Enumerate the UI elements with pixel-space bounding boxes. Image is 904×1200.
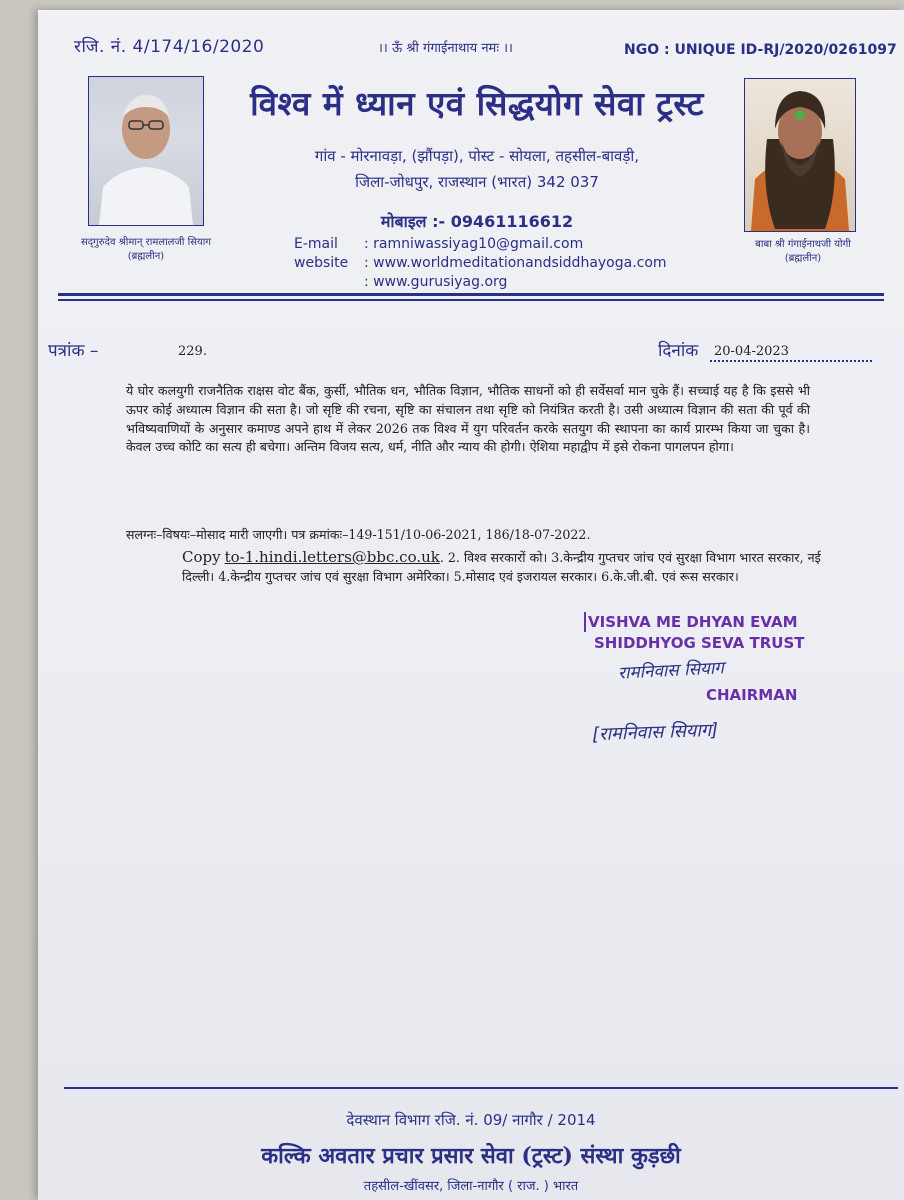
footer-divider (64, 1087, 898, 1089)
left-photo-caption: सद्‌गुरुदेव श्रीमान् रामलालजी सियाग (ब्रह्मलीन) (80, 237, 212, 262)
email-label: E-mail (294, 236, 338, 252)
letter-body (126, 382, 810, 457)
dinank-value: 20-04-2023 (714, 344, 789, 359)
registration-number: रजि. नं. 4/174/16/2020 (74, 37, 265, 57)
right-portrait-photo (744, 78, 856, 232)
trust-stamp-line-2: SHIDDHYOG SEVA TRUST (594, 634, 805, 652)
letterhead-page (38, 10, 904, 1200)
yogi-figure-icon (745, 79, 855, 231)
ngo-id: NGO : UNIQUE ID-RJ/2020/0261097 (624, 42, 897, 58)
footer-org-name: कल्कि अवतार प्रचार प्रसार सेवा (ट्रस्ट) संस्था कुड़छी (261, 1143, 681, 1169)
patrank-value: 229. (178, 344, 207, 359)
website-label: website (294, 255, 349, 271)
header-divider-top (58, 293, 884, 296)
website-row-2 (294, 274, 507, 290)
body-paragraph: ये घोर कलयुगी राजनैतिक राक्षस वोट बैंक, कुर्सी, भौतिक धन, भौतिक विज्ञान, भौतिक साधनों को ही सर्वेसर्वा मान चुके हैं। सच्चाई यह है कि इससे भी ऊपर कोई अध्यात्म विज्ञान की सता है। जो सृष्टि की रचना, सृष्टि का संचालन तथा सृष्टि को नियंत्रित करती है। उसी अध्यात्म विज्ञान की सता की पूर्व की भविष्यवाणियों के अनुसार कमाण्ड अपने हाथ में लेकर 2026 तक विश्व में युग परिवर्तन करके सतयुग की स्थापना का कार्य प्रारम्भ किया जा चुका है। केवल उच्च कोटि का सत्य ही बचेगा। अन्तिम विजय सत्य, धर्म, नीति और न्याय की होगी। ऐशिया महाद्वीप में इसे रोकना पागलपन होगा। (126, 383, 810, 455)
trust-stamp-line-1: VISHVA ME DHYAN EVAM (584, 612, 798, 632)
website-row (294, 255, 667, 271)
portrait-figure-icon (89, 77, 203, 225)
copy-label: Copy (182, 548, 221, 566)
website-value-1[interactable]: : www.worldmeditationandsiddhayoga.com (364, 255, 667, 271)
footer-address: तहसील-खींवसर, जिला-नागौर ( राज. ) भारत (363, 1179, 579, 1194)
trust-name-title: विश्व में ध्यान एवं सिद्धयोग सेवा ट्रस्ट (250, 84, 704, 123)
header-divider-bottom (58, 299, 884, 301)
footer-registration: देवस्थान विभाग रजि. नं. 09/ नागौर / 2014 (346, 1111, 596, 1129)
copy-email-link[interactable]: to-1.hindi.letters@bbc.co.uk (224, 548, 440, 566)
copy-recipients: . 2. विश्व सरकारों को। 3.केन्द्रीय गुप्तचर जांच एवं सुरक्षा विभाग भारत सरकार, नई दिल्ली। 4.केन्द्रीय गुप्तचर जांच एवं सुरक्षा विभाग अमेरिका। 5.मोसाद एवं इजरायल सरकार। 6.के.जी.बी. एवं रूस सरकार। (182, 550, 821, 584)
patrank-label: पत्रांक – (48, 341, 99, 361)
handwritten-name: [रामनिवास सियाग] (591, 719, 719, 746)
copy-to-block (182, 548, 822, 586)
right-photo-caption: बाबा श्री गंगाईनाथजी योगी (ब्रह्मलीन) (755, 239, 851, 264)
mobile-number: मोबाइल :- 09461116612 (380, 212, 574, 231)
mantra: ।। ऊँ श्री गंगाईनाथाय नमः ।। (378, 41, 513, 56)
email-row (294, 236, 583, 252)
website-value-2[interactable]: : www.gurusiyag.org (364, 274, 508, 290)
address-line-1: गांव - मोरनावड़ा, (झौंपड़ा), पोस्ट - सोयला, तहसील-बावड़ी, (314, 147, 640, 165)
dinank-label: दिनांक (658, 341, 699, 361)
address-line-2: जिला-जोधपुर, राजस्थान (भारत) 342 037 (355, 173, 599, 191)
enclosure-line: सलग्नः–विषयः–मोसाद मारी जाएगी। पत्र क्रमांकः–149-151/10-06-2021, 186/18-07-2022. (126, 527, 591, 542)
handwritten-signature: रामनिवास सियाग (617, 658, 725, 684)
left-portrait-photo (88, 76, 204, 226)
email-value[interactable]: : ramniwassiyag10@gmail.com (364, 236, 584, 252)
designation-chairman: CHAIRMAN (706, 686, 798, 704)
